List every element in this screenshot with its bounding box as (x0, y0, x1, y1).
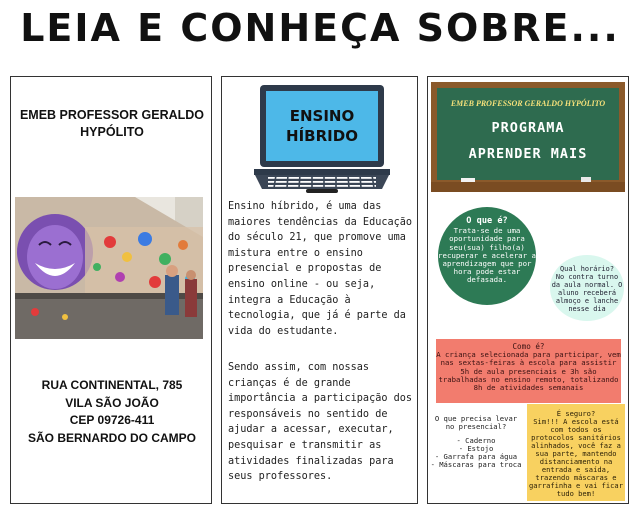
safe-question: É seguro? (556, 409, 596, 418)
how-it-works-box (436, 339, 621, 403)
schedule-bubble (550, 255, 624, 321)
what-question: O que é? (466, 216, 508, 226)
bring-item: - Garrafa para água (434, 452, 518, 462)
bring-item: - Estojo (458, 443, 494, 453)
safe-answer: Sim!!! A escola está com todos os protocolos sanitários alinhados, você faz a sua parte, mantendo distanciamento na entrada e saída, trazendo máscaras e garrafinha e vai ficar tudo bem! (529, 417, 623, 498)
school-info-panel (10, 76, 212, 504)
address-line-cep: CEP 09726-411 (69, 413, 155, 427)
heading-line-1: ENSINO (289, 107, 355, 125)
hybrid-description: Ensino híbrido, é uma das maiores tendências da Educação do século 21, que promove uma mistura entre o ensino presencial e propostas de ensino online - ou seja, integra a Educação à tecnologia, que já é parte da vida do estudante. (228, 201, 413, 337)
board-school: EMEB PROFESSOR GERALDO HYPÓLITO (450, 99, 606, 108)
hybrid-teaching-panel (221, 76, 418, 504)
school-mural-photo (15, 197, 203, 339)
schedule-answer: No contra turno da aula normal. O aluno receberá almoço e lanche nesse dia (551, 273, 623, 313)
bring-item: - Máscaras para troca (430, 460, 522, 470)
page-title: LEIA E CONHEÇA SOBRE... (20, 6, 620, 50)
bring-question: O que precisa levar no presencial? (434, 414, 518, 432)
heading-line-2: HÍBRIDO (286, 127, 358, 145)
schedule-question: Qual horário? (560, 265, 614, 273)
is-it-safe-box (527, 404, 625, 501)
laptop-icon (254, 85, 390, 197)
address-line-district: VILA SÃO JOÃO (65, 395, 159, 410)
parents-participation: Sendo assim, com nossas crianças é de grande importância a participação dos responsáveis no sentido de ajudar a acessar, executar, pesquisar e transmitir as atividades finalizadas para seus professores. (228, 362, 413, 483)
board-line-1: PROGRAMA (491, 120, 565, 136)
what-answer: Trata-se de uma oportunidade para seu(sua) filho(a) recuperar e acelerar a aprendizagem que por hora pode estar defasada. (438, 226, 536, 285)
learn-more-panel (427, 76, 629, 504)
bring-item: - Caderno (456, 435, 496, 445)
board-line-2: APRENDER MAIS (468, 146, 588, 162)
school-address (15, 377, 209, 447)
chalkboard (431, 82, 625, 192)
address-line-street: RUA CONTINENTAL, 785 (41, 378, 183, 392)
address-line-city: SÃO BERNARDO DO CAMPO (27, 430, 196, 445)
how-question: Como é? (512, 342, 545, 351)
school-name: EMEB PROFESSOR GERALDO HYPÓLITO (19, 108, 205, 139)
what-is-it-bubble (438, 207, 536, 305)
what-to-bring-box (430, 409, 522, 499)
how-answer: A criança selecionada para participar, vem nas sextas-feiras à escola para assistir 5h de aula presenciais e 3h são trabalhadas no ensino remoto, totalizando 8h de atividades semanais (436, 350, 621, 393)
